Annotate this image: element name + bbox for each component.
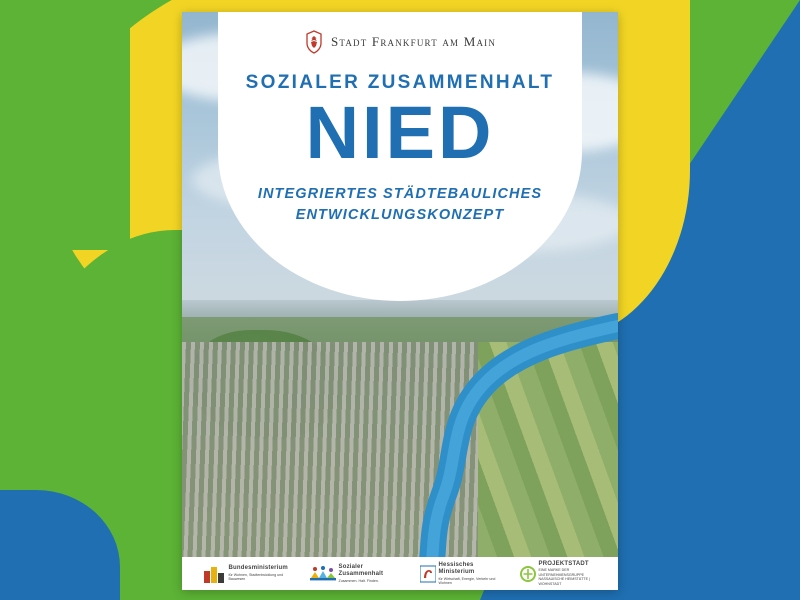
logo-projektstadt bbox=[520, 561, 597, 586]
logo-sozialer-caption bbox=[339, 564, 397, 583]
logo-projektstadt-caption bbox=[539, 561, 597, 586]
logo-sozialer-title: Sozialer Zusammenhalt bbox=[338, 563, 384, 578]
cover-title: NIED bbox=[305, 91, 495, 174]
people-houses-icon bbox=[310, 564, 336, 582]
cover-subtitle-line1: INTEGRIERTES STÄDTEBAULICHES bbox=[257, 186, 543, 203]
logo-bund-title: Bundesministerium bbox=[228, 565, 288, 572]
logo-hessen-caption bbox=[439, 562, 497, 586]
title-panel bbox=[218, 12, 582, 301]
logo-hessen-subtitle: für Wirtschaft, Energie, Verkehr und Wohnen bbox=[438, 576, 496, 585]
logo-sozialer-subtitle: Zusammen. Halt. Finden. bbox=[338, 578, 379, 583]
cover-kicker: SOZIALER ZUSAMMENHALT bbox=[245, 72, 555, 93]
logo-bar bbox=[182, 557, 618, 590]
frankfurt-eagle-icon bbox=[304, 30, 324, 54]
logo-hessen bbox=[420, 562, 497, 586]
cover-subtitle-line2: ENTWICKLUNGSKONZEPT bbox=[295, 207, 505, 224]
logo-bund-subtitle: für Wohnen, Stadtentwicklung und Bauwesen bbox=[228, 572, 284, 582]
logo-bund-caption bbox=[229, 565, 287, 581]
city-crest bbox=[304, 30, 496, 54]
photo-river bbox=[182, 308, 618, 557]
city-crest-label: Stadt Frankfurt am Main bbox=[330, 34, 497, 49]
logo-projektstadt-subtitle: EINE MARKE DER UNTERNEHMENSGRUPPE NASSAUISCHE HEIMSTÄTTE | WOHNSTADT bbox=[538, 568, 590, 586]
logo-bund bbox=[204, 565, 287, 583]
projektstadt-icon bbox=[520, 566, 536, 582]
bundesministerium-icon bbox=[204, 565, 226, 583]
document-cover[interactable] bbox=[182, 12, 618, 590]
aerial-photo bbox=[182, 12, 618, 557]
logo-projektstadt-title: PROJEKTSTADT bbox=[538, 560, 589, 567]
logo-hessen-title: Hessisches Ministerium bbox=[438, 561, 475, 576]
logo-sozialer-zusammenhalt bbox=[310, 564, 397, 583]
background-green-corner bbox=[0, 0, 130, 250]
hessen-lion-icon bbox=[420, 565, 436, 583]
